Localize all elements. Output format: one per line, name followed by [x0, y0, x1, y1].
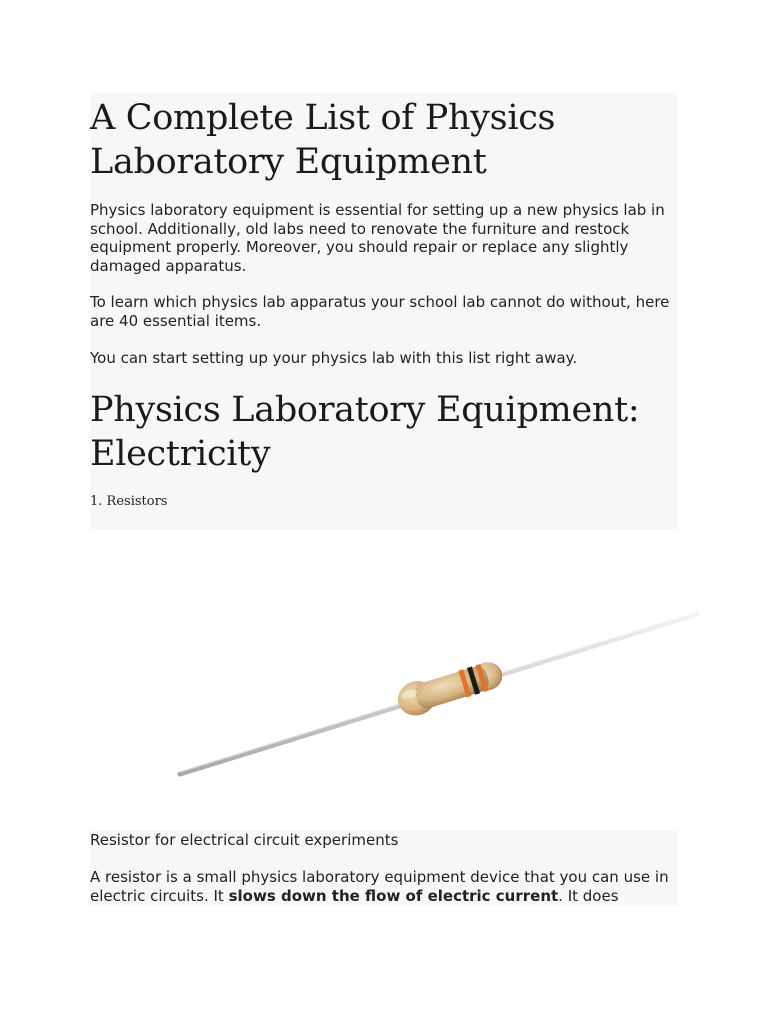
- page-title: A Complete List of Physics Laboratory Equipment: [90, 98, 556, 182]
- intro-paragraph-2: To learn which physics lab apparatus your school lab cannot do without, here are 40 essential items.: [90, 293, 670, 330]
- article-top-section: [90, 93, 678, 529]
- list-item-resistors: 1. Resistors: [90, 494, 168, 509]
- description-text-after: . It does: [558, 886, 619, 905]
- article-bottom-section: [90, 831, 678, 906]
- description-bold-text: slows down the flow of electric current: [228, 886, 559, 905]
- image-caption: Resistor for electrical circuit experiments: [90, 831, 399, 849]
- section-heading-electricity: Physics Laboratory Equipment: Electricity: [90, 390, 640, 474]
- description-text-before: A resistor is a small physics laboratory equipment device that you can use in electric circuits. It: [90, 868, 669, 905]
- resistor-image: [170, 598, 710, 788]
- resistor-description: [90, 868, 678, 905]
- intro-paragraph-1: Physics laboratory equipment is essential for setting up a new physics lab in school. Additionally, old labs need to renovate the furniture and restock equipment properly. Moreover, you should repair or replace any slightly damaged apparatus.: [90, 201, 665, 275]
- intro-paragraph-3: You can start setting up your physics lab with this list right away.: [90, 349, 578, 367]
